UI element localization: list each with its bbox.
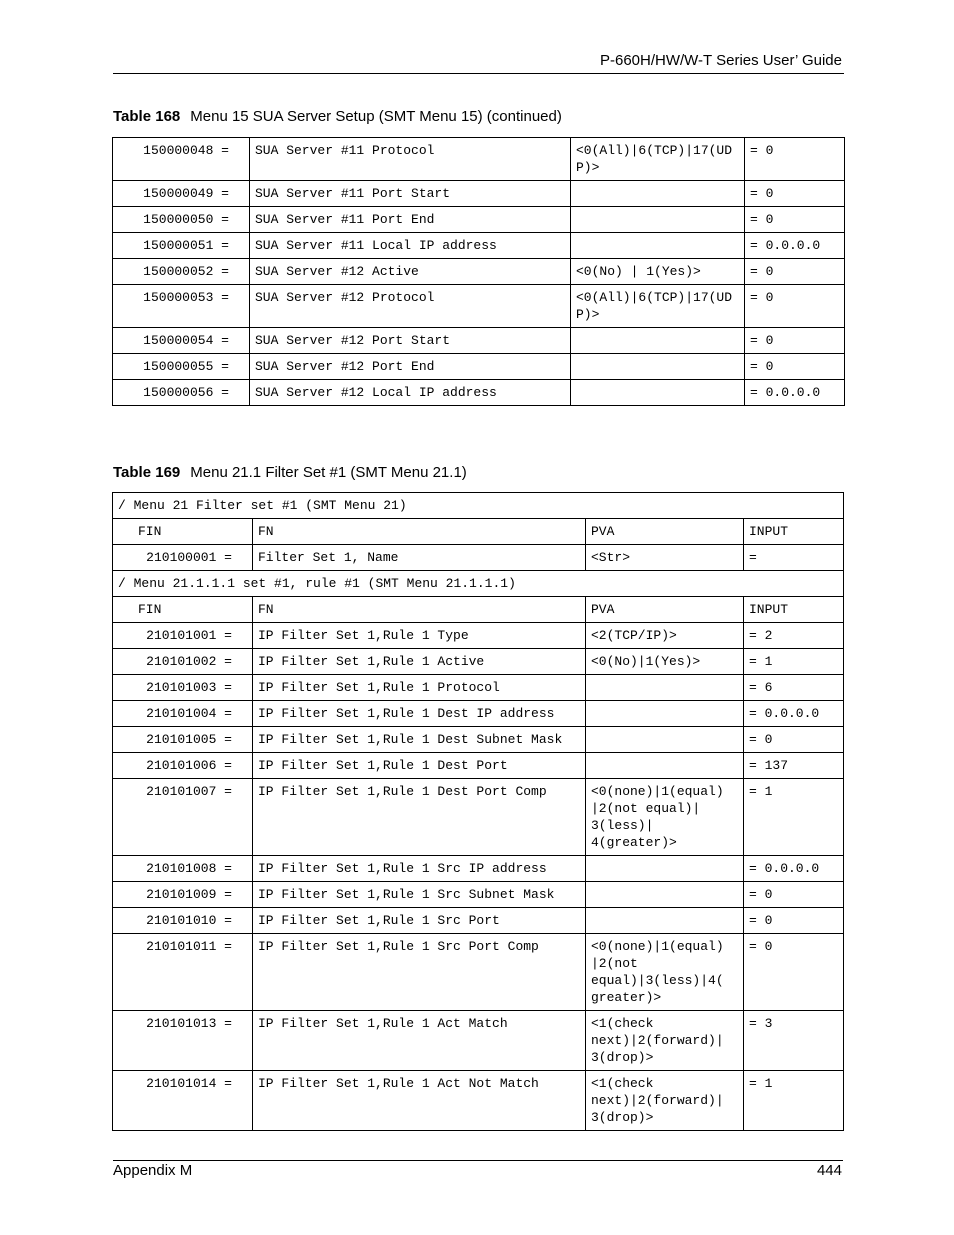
table-row [113, 259, 845, 285]
pva-cell: <0(All)|6(TCP)|17(UDP)> [571, 138, 745, 181]
input-cell: = 0 [744, 727, 844, 753]
fn-cell: IP Filter Set 1,Rule 1 Src Port [253, 908, 586, 934]
input-cell: = 0.0.0.0 [744, 856, 844, 882]
input-cell: = 0 [745, 181, 845, 207]
pva-cell [586, 701, 744, 727]
table-row [113, 181, 845, 207]
fn-cell: IP Filter Set 1,Rule 1 Src IP address [253, 856, 586, 882]
fin-cell: 210101004 = [113, 701, 253, 727]
pva-cell [586, 753, 744, 779]
input-cell: = 0 [744, 908, 844, 934]
table-row [113, 233, 845, 259]
fin-cell: 150000049 = [113, 181, 250, 207]
fin-cell: 210101001 = [113, 623, 253, 649]
fin-cell: 210101013 = [113, 1011, 253, 1071]
table-169-caption [113, 464, 467, 481]
fin-cell: 150000048 = [113, 138, 250, 181]
pva-cell [571, 380, 745, 406]
input-cell: = 0 [744, 934, 844, 1011]
page-header-title: P-660H/HW/W-T Series User’ Guide [599, 52, 842, 69]
fn-cell: IP Filter Set 1,Rule 1 Type [253, 623, 586, 649]
fn-cell: IP Filter Set 1,Rule 1 Dest IP address [253, 701, 586, 727]
input-cell: = 0 [744, 882, 844, 908]
input-cell: = 0 [745, 328, 845, 354]
table-row [113, 727, 844, 753]
fn-cell: SUA Server #12 Active [250, 259, 571, 285]
footer-section-label: Appendix M [113, 1162, 193, 1179]
pva-cell [586, 882, 744, 908]
fn-cell: SUA Server #11 Port End [250, 207, 571, 233]
fin-cell: 150000050 = [113, 207, 250, 233]
pva-cell [586, 675, 744, 701]
section-header-row [113, 571, 844, 597]
input-cell: = 0 [745, 259, 845, 285]
fn-cell: IP Filter Set 1,Rule 1 Src Port Comp [253, 934, 586, 1011]
fn-cell: SUA Server #11 Local IP address [250, 233, 571, 259]
header-rule [113, 73, 844, 74]
input-cell: = 3 [744, 1011, 844, 1071]
fn-cell: IP Filter Set 1,Rule 1 Active [253, 649, 586, 675]
fn-cell: IP Filter Set 1,Rule 1 Dest Subnet Mask [253, 727, 586, 753]
fin-cell: 210101014 = [113, 1071, 253, 1131]
table-row [113, 285, 845, 328]
table-row [113, 380, 845, 406]
column-header: PVA [586, 597, 744, 623]
table-row [113, 701, 844, 727]
fin-cell: 150000056 = [113, 380, 250, 406]
column-header: FN [253, 519, 586, 545]
fin-cell: 150000052 = [113, 259, 250, 285]
input-cell: = 6 [744, 675, 844, 701]
footer-rule [113, 1160, 843, 1161]
pva-cell [571, 233, 745, 259]
input-cell: = 0.0.0.0 [744, 701, 844, 727]
fn-cell: SUA Server #12 Port Start [250, 328, 571, 354]
input-cell: = [744, 545, 844, 571]
table-169-label: Table 169 [113, 464, 181, 481]
table-row [113, 908, 844, 934]
pva-cell: <Str> [586, 545, 744, 571]
table-row [113, 1071, 844, 1131]
section-header-row [113, 493, 844, 519]
pva-cell [571, 354, 745, 380]
table-row [113, 753, 844, 779]
pva-cell [586, 908, 744, 934]
column-header: FN [253, 597, 586, 623]
table-row [113, 675, 844, 701]
table-row [113, 354, 845, 380]
table-row [113, 779, 844, 856]
column-header: FIN [113, 519, 253, 545]
table-169 [112, 492, 844, 1131]
input-cell: = 0.0.0.0 [745, 233, 845, 259]
table-row [113, 545, 844, 571]
input-cell: = 0 [745, 285, 845, 328]
fn-cell: SUA Server #12 Local IP address [250, 380, 571, 406]
pva-cell [571, 181, 745, 207]
table-row [113, 328, 845, 354]
pva-cell: <1(check next)|2(forward)| 3(drop)> [586, 1071, 744, 1131]
fn-cell: SUA Server #12 Port End [250, 354, 571, 380]
pva-cell: <1(check next)|2(forward)| 3(drop)> [586, 1011, 744, 1071]
fn-cell: IP Filter Set 1,Rule 1 Dest Port [253, 753, 586, 779]
column-header: INPUT [744, 597, 844, 623]
input-cell: = 2 [744, 623, 844, 649]
pva-cell: <0(none)|1(equal) |2(not equal)| 3(less)| 4(greater)> [586, 779, 744, 856]
fin-cell: 210101006 = [113, 753, 253, 779]
fin-cell: 150000055 = [113, 354, 250, 380]
input-cell: = 1 [744, 649, 844, 675]
fin-cell: 150000053 = [113, 285, 250, 328]
fn-cell: IP Filter Set 1,Rule 1 Act Match [253, 1011, 586, 1071]
pva-cell: <0(none)|1(equal) |2(not equal)|3(less)|4( greater)> [586, 934, 744, 1011]
fn-cell: IP Filter Set 1,Rule 1 Dest Port Comp [253, 779, 586, 856]
fin-cell: 210101003 = [113, 675, 253, 701]
fn-cell: SUA Server #11 Protocol [250, 138, 571, 181]
input-cell: = 137 [744, 753, 844, 779]
section-title: / Menu 21 Filter set #1 (SMT Menu 21) [113, 493, 844, 519]
pva-cell [586, 727, 744, 753]
table-row [113, 649, 844, 675]
fin-cell: 210101007 = [113, 779, 253, 856]
page-number: 444 [816, 1162, 842, 1179]
fin-cell: 210101009 = [113, 882, 253, 908]
pva-cell: <2(TCP/IP)> [586, 623, 744, 649]
fin-cell: 150000054 = [113, 328, 250, 354]
fn-cell: IP Filter Set 1,Rule 1 Src Subnet Mask [253, 882, 586, 908]
table-row [113, 623, 844, 649]
fn-cell: IP Filter Set 1,Rule 1 Protocol [253, 675, 586, 701]
fin-cell: 150000051 = [113, 233, 250, 259]
column-header: PVA [586, 519, 744, 545]
table-row [113, 1011, 844, 1071]
table-row [113, 934, 844, 1011]
table-row [113, 207, 845, 233]
table-169-title: Menu 21.1 Filter Set #1 (SMT Menu 21.1) [190, 464, 467, 481]
section-title: / Menu 21.1.1.1 set #1, rule #1 (SMT Menu 21.1.1.1) [113, 571, 844, 597]
input-cell: = 0.0.0.0 [745, 380, 845, 406]
table-row [113, 882, 844, 908]
fin-cell: 210101002 = [113, 649, 253, 675]
table-168-caption [113, 108, 562, 125]
column-header-row [113, 597, 844, 623]
column-header: INPUT [744, 519, 844, 545]
pva-cell [571, 328, 745, 354]
table-168-title: Menu 15 SUA Server Setup (SMT Menu 15) (continued) [190, 108, 562, 125]
fn-cell: SUA Server #11 Port Start [250, 181, 571, 207]
fin-cell: 210101010 = [113, 908, 253, 934]
table-row [113, 138, 845, 181]
fn-cell: SUA Server #12 Protocol [250, 285, 571, 328]
input-cell: = 0 [745, 138, 845, 181]
column-header-row [113, 519, 844, 545]
fn-cell: Filter Set 1, Name [253, 545, 586, 571]
fin-cell: 210101008 = [113, 856, 253, 882]
pva-cell: <0(No) | 1(Yes)> [571, 259, 745, 285]
fin-cell: 210100001 = [113, 545, 253, 571]
table-168 [112, 137, 845, 406]
input-cell: = 1 [744, 1071, 844, 1131]
pva-cell: <0(All)|6(TCP)|17(UDP)> [571, 285, 745, 328]
pva-cell [586, 856, 744, 882]
fin-cell: 210101005 = [113, 727, 253, 753]
pva-cell [571, 207, 745, 233]
input-cell: = 1 [744, 779, 844, 856]
pva-cell: <0(No)|1(Yes)> [586, 649, 744, 675]
input-cell: = 0 [745, 207, 845, 233]
table-168-label: Table 168 [113, 108, 181, 125]
table-row [113, 856, 844, 882]
column-header: FIN [113, 597, 253, 623]
fin-cell: 210101011 = [113, 934, 253, 1011]
input-cell: = 0 [745, 354, 845, 380]
fn-cell: IP Filter Set 1,Rule 1 Act Not Match [253, 1071, 586, 1131]
